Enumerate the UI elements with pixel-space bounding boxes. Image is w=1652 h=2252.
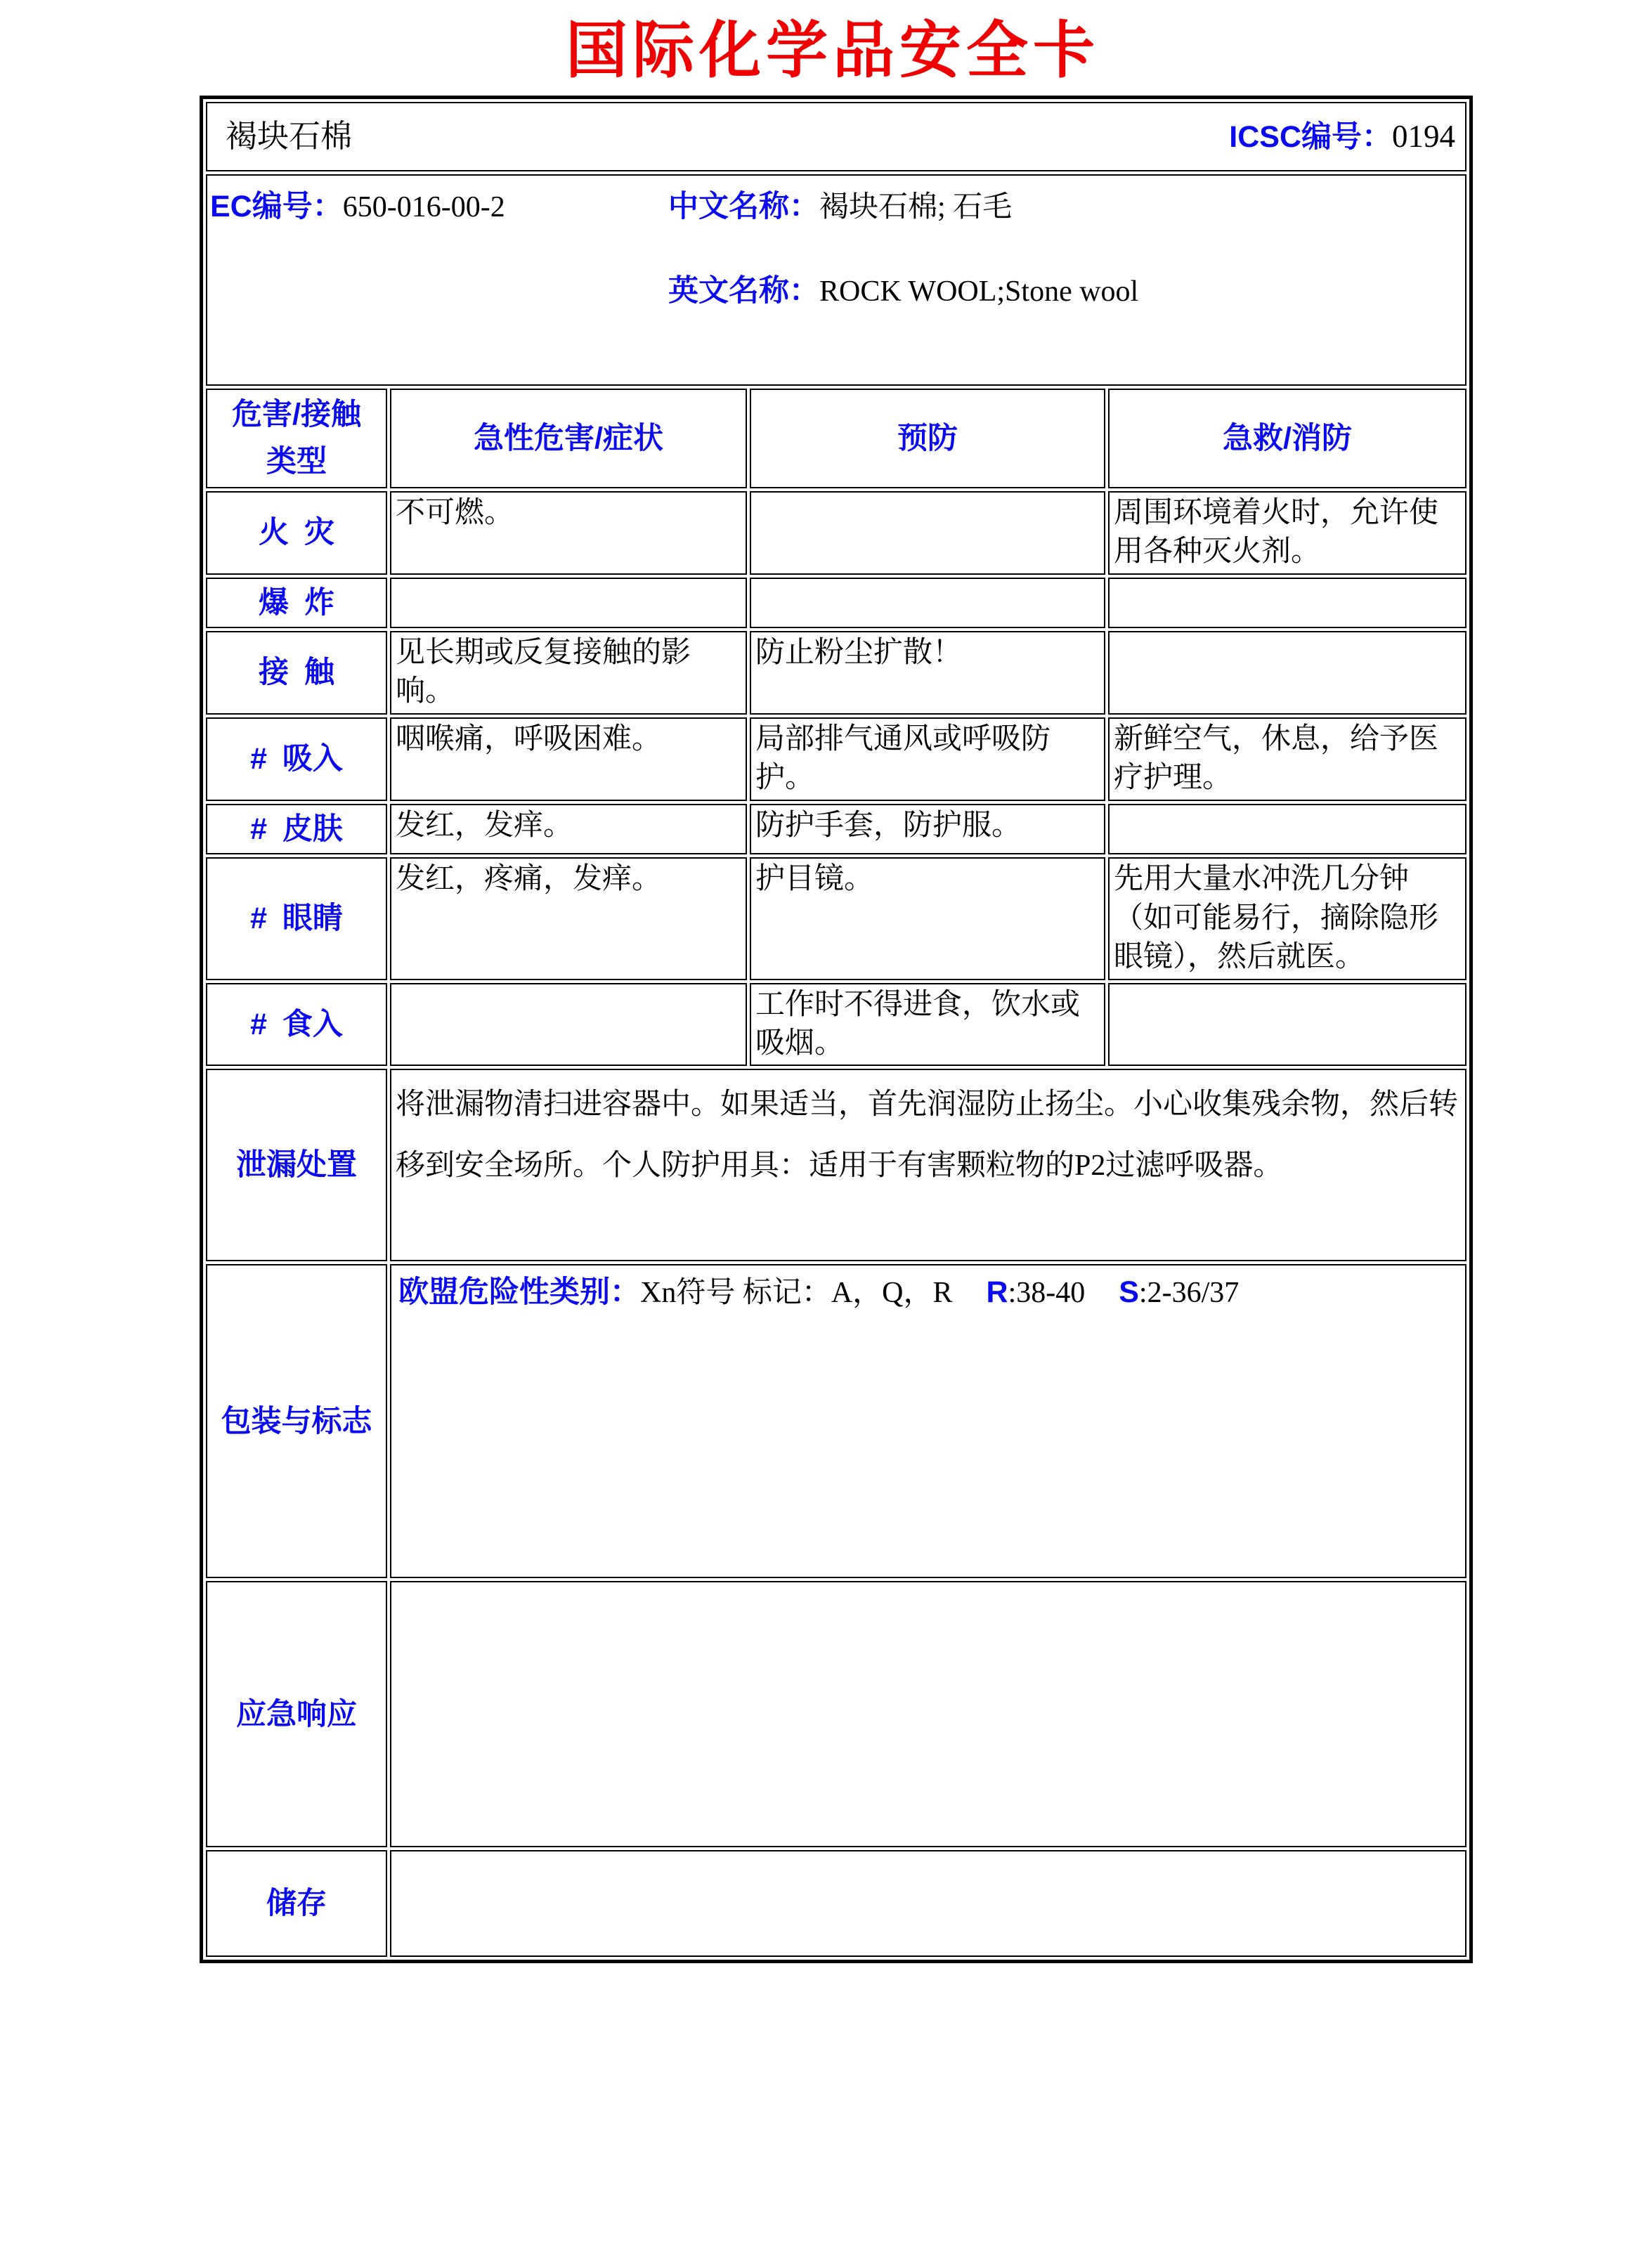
emergency-row xyxy=(206,1581,1466,1847)
acute-hazard-header: 急性危害/症状 xyxy=(390,389,747,488)
fire-prevention xyxy=(750,491,1105,575)
substance-name: 褐块石棉 xyxy=(226,119,353,155)
hazard-type-header: 危害/接触 类型 xyxy=(206,389,387,488)
ingestion-prevention: 工作时不得进食，饮水或吸烟。 xyxy=(750,983,1105,1067)
page-title: 国际化学品安全卡 xyxy=(565,15,1100,85)
hazard-row-eyes xyxy=(206,857,1466,979)
fire-firstaid: 周围环境着火时，允许使用各种灭火剂。 xyxy=(1108,491,1466,575)
eyes-symptom: 发红，疼痛，发痒。 xyxy=(390,857,747,979)
skin-prevention: 防护手套，防护服。 xyxy=(750,804,1105,855)
hazard-row-skin xyxy=(206,804,1466,855)
ec-number-group xyxy=(210,187,668,227)
chinese-name-value: 褐块石棉; 石毛 xyxy=(819,191,1013,224)
skin-symptom: 发红，发痒。 xyxy=(390,804,747,855)
skin-label: # 皮肤 xyxy=(206,804,387,855)
emergency-label: 应急响应 xyxy=(206,1581,387,1847)
english-name-value: ROCK WOOL;Stone wool xyxy=(819,275,1139,308)
fire-label: 火 灾 xyxy=(206,491,387,575)
chinese-name-group xyxy=(668,187,1459,227)
storage-text xyxy=(390,1850,1466,1957)
spill-text: 将泄漏物清扫进容器中。如果适当，首先润湿防止扬尘。小心收集残余物，然后转移到安全场所。个人防护用具：适用于有害颗粒物的P2过滤呼吸器。 xyxy=(390,1069,1466,1261)
r-phrase-value: :38-40 xyxy=(1008,1277,1086,1310)
explosion-symptom xyxy=(390,578,747,629)
packaging-text xyxy=(390,1264,1466,1578)
icsc-label: ICSC编号： xyxy=(1229,120,1392,155)
hazard-row-contact xyxy=(206,631,1466,715)
english-name-group xyxy=(668,271,1459,311)
prevention-header: 预防 xyxy=(750,389,1105,488)
firstaid-header: 急救/消防 xyxy=(1108,389,1466,488)
contact-prevention: 防止粉尘扩散！ xyxy=(750,631,1105,715)
eu-class-value: Xn符号 标记：A，Q，R xyxy=(640,1277,953,1310)
hazard-row-explosion xyxy=(206,578,1466,629)
inhalation-symptom: 咽喉痛，呼吸困难。 xyxy=(390,717,747,801)
s-phrase-label: S xyxy=(1119,1275,1139,1310)
eu-class-label: 欧盟危险性类别： xyxy=(398,1275,640,1310)
inhalation-prevention: 局部排气通风或呼吸防护。 xyxy=(750,717,1105,801)
inhalation-label: # 吸入 xyxy=(206,717,387,801)
eyes-prevention: 护目镜。 xyxy=(750,857,1105,979)
eyes-firstaid: 先用大量水冲洗几分钟（如可能易行，摘除隐形眼镜），然后就医。 xyxy=(1108,857,1466,979)
skin-firstaid xyxy=(1108,804,1466,855)
packaging-row xyxy=(206,1264,1466,1578)
explosion-firstaid xyxy=(1108,578,1466,629)
identity-row xyxy=(206,174,1466,386)
explosion-prevention xyxy=(750,578,1105,629)
contact-label: 接 触 xyxy=(206,631,387,715)
header-row xyxy=(206,102,1466,171)
chinese-name-label: 中文名称： xyxy=(668,190,819,224)
spill-label: 泄漏处置 xyxy=(206,1069,387,1261)
hazard-row-fire xyxy=(206,491,1466,575)
explosion-label: 爆 炸 xyxy=(206,578,387,629)
hazard-row-inhalation xyxy=(206,717,1466,801)
r-phrase-label: R xyxy=(986,1275,1008,1310)
ingestion-firstaid xyxy=(1108,983,1466,1067)
ec-label: EC编号： xyxy=(210,190,343,224)
s-phrase-value: :2-36/37 xyxy=(1138,1277,1240,1310)
eyes-label: # 眼睛 xyxy=(206,857,387,979)
contact-firstaid xyxy=(1108,631,1466,715)
packaging-label: 包装与标志 xyxy=(206,1264,387,1578)
fire-symptom: 不可燃。 xyxy=(390,491,747,575)
contact-symptom: 见长期或反复接触的影响。 xyxy=(390,631,747,715)
english-name-label: 英文名称： xyxy=(668,273,819,308)
icsc-card-table xyxy=(200,96,1473,1963)
icsc-number: 0194 xyxy=(1392,119,1455,155)
inhalation-firstaid: 新鲜空气，休息，给予医疗护理。 xyxy=(1108,717,1466,801)
ingestion-label: # 食入 xyxy=(206,983,387,1067)
hazard-row-ingestion xyxy=(206,983,1466,1067)
emergency-text xyxy=(390,1581,1466,1847)
hazard-header-row xyxy=(206,389,1466,488)
ingestion-symptom xyxy=(390,983,747,1067)
ec-number: 650-016-00-2 xyxy=(342,191,505,224)
storage-row xyxy=(206,1850,1466,1957)
spill-row xyxy=(206,1069,1466,1261)
icsc-number-group xyxy=(1229,116,1459,157)
storage-label: 储存 xyxy=(206,1850,387,1957)
